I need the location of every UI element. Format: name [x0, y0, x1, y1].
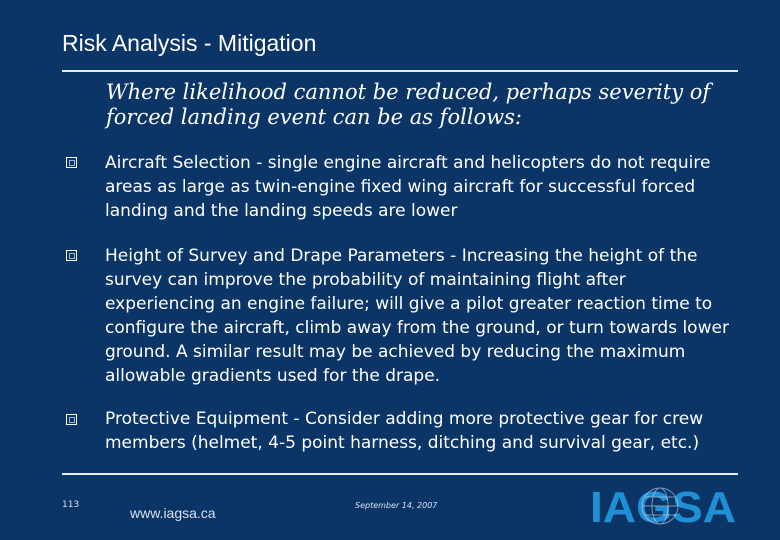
intro-text: Where likelihood cannot be reduced, perhaps severity of forced landing event can be as follows: — [106, 80, 711, 129]
bullet-icon — [66, 414, 77, 425]
footer-divider — [62, 473, 738, 475]
svg-text:IAGSA: IAGSA — [590, 484, 736, 528]
bullet-icon — [66, 250, 77, 261]
page-number: 113 — [62, 500, 80, 510]
bullet-icon — [66, 157, 77, 168]
slide-title: Risk Analysis - Mitigation — [62, 30, 317, 56]
bullet-text-aircraft-selection: Aircraft Selection - single engine aircraft and helicopters do not require areas as large as twin-engine fixed wing aircraft for successful forced landing and the landing speeds are lower — [105, 153, 711, 221]
bullet-text-protective-equipment: Protective Equipment - Consider adding more protective gear for crew members (helmet, 4-5 point harness, ditching and survival gear, etc.) — [105, 409, 704, 453]
title-divider — [62, 70, 738, 72]
footer-date: September 14, 2007 — [355, 501, 438, 510]
footer-url: www.iagsa.ca — [130, 505, 216, 521]
bullet-text-height-of-survey: Height of Survey and Drape Parameters - Increasing the height of the survey can improve the probability of maintaining flight after experiencing an engine failure; will give a pilot greater reaction time to configure the aircraft, climb away from the ground, or turn towards lower ground. A similar result may be achieved by reducing the maximum allowable gradients used for the drape. — [105, 246, 729, 386]
iagsa-logo — [588, 484, 740, 528]
